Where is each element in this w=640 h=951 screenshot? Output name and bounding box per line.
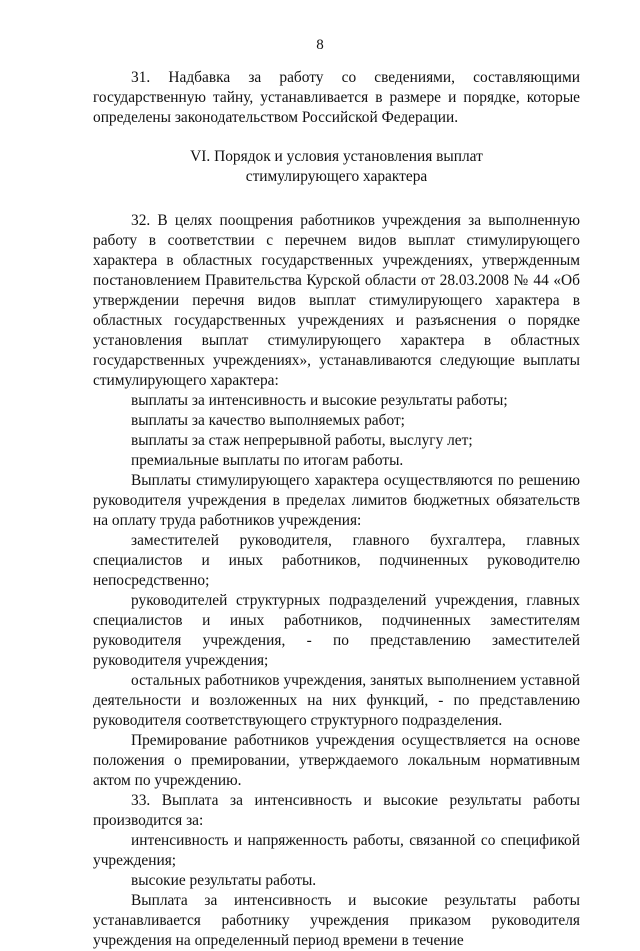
paragraph-33: 33. Выплата за интенсивность и высокие результаты работы производится за: [93,792,580,829]
paragraph: Выплата за интенсивность и высокие результаты работы устанавливается работнику учреждения приказом руководителя учреждения на определенный период времени в течение [93,892,580,949]
section-heading [93,147,580,187]
list-item: премиальные выплаты по итогам работы. [131,452,404,469]
list-item: заместителей руководителя, главного бухгалтера, главных специалистов и иных работников, подчиненных руководителю непосредственно; [93,532,580,589]
paragraph: Выплаты стимулирующего характера осуществляются по решению руководителя учреждения в пределах лимитов бюджетных обязательств на оплату труда работников учреждения: [93,472,580,529]
list-item: выплаты за интенсивность и высокие результаты работы; [131,392,508,409]
list-item: руководителей структурных подразделений учреждения, главных специалистов и иных работников, подчиненных заместителям руководителя учреждения, - по представлению заместителей руководителя учреждения; [93,592,580,669]
paragraph: Премирование работников учреждения осуществляется на основе положения о премировании, утверждаемого локальным нормативным актом по учреждению. [93,732,580,789]
section-title-line-1: VI. Порядок и условия установления выплат [190,148,483,165]
page-number: 8 [316,37,324,53]
list-item: высокие результаты работы. [131,872,317,889]
section-title-line-2: стимулирующего характера [245,168,428,185]
list-item: выплаты за качество выполняемых работ; [131,412,405,429]
document-body [93,68,580,951]
paragraph-31: 31. Надбавка за работу со сведениями, составляющими государственную тайну, устанавливается в размере и порядке, которые определены законодательством Российской Федерации. [93,69,580,126]
paragraph-32: 32. В целях поощрения работников учреждения за выполненную работу в соответствии с перечнем видов выплат стимулирующего характера в областных государственных учреждениях, утвержденным постановлением Правительства Курской области от 28.03.2008 № 44 «Об утверждении перечня видов выплат стимулирующего характера в областных государственных учреждениях и разъяснения о порядке установления выплат стимулирующего характера в областных государственных учреждениях», устанавливаются следующие выплаты стимулирующего характера: [93,212,580,389]
list-item: интенсивность и напряженность работы, связанной со спецификой учреждения; [93,832,580,869]
list-item: выплаты за стаж непрерывной работы, выслугу лет; [131,432,473,449]
list-item: остальных работников учреждения, занятых выполнением уставной деятельности и возложенных на них функций, - по представлению руководителя соответствующего структурного подразделения. [93,672,580,729]
